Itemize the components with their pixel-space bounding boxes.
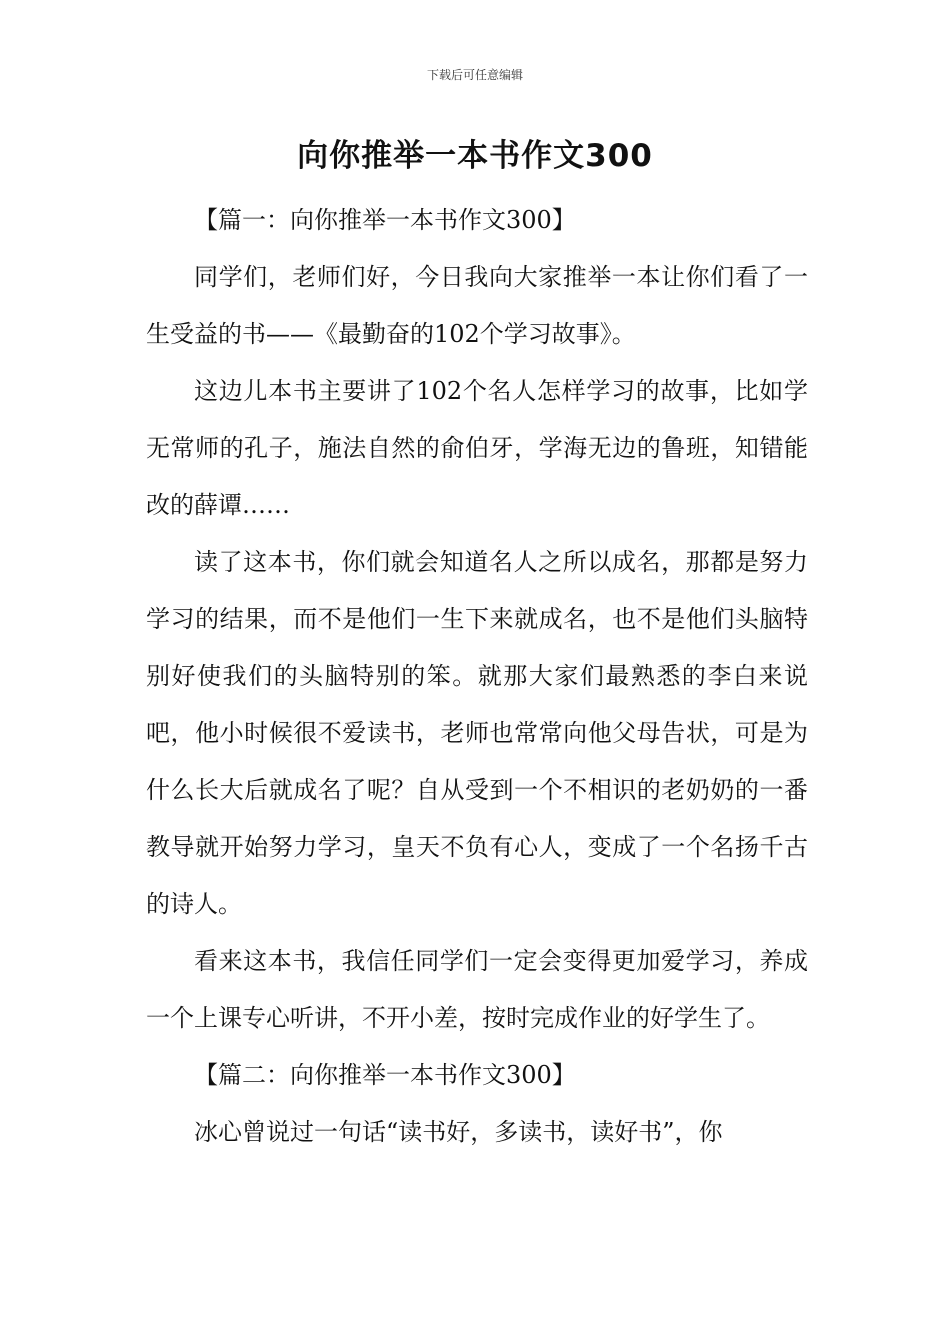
- header-note: 下载后可任意编辑: [426, 68, 523, 82]
- paragraph: 冰心曾说过一句话“读书好，多读书，读好书”，你: [194, 1118, 723, 1146]
- document-title: 向你推举一本书作文300: [297, 138, 653, 174]
- paragraph: 同学们，老师们好，今日我向大家推举一本让你们看了一生受益的书——《最勤奋的102个学习故事》。: [146, 263, 808, 348]
- document-body: [146, 192, 808, 1161]
- section-heading-2: 【篇二：向你推举一本书作文300】: [194, 1061, 576, 1089]
- paragraph: 读了这本书，你们就会知道名人之所以成名，那都是努力学习的结果，而不是他们一生下来就成名，也不是他们头脑特别好使我们的头脑特别的笨。就那大家们最熟悉的李白来说吧，他小时候很不爱读书，老师也常常向他父母告状，可是为什么长大后就成名了呢？自从受到一个不相识的老奶奶的一番教导就开始努力学习，皇天不负有心人，变成了一个名扬千古的诗人。: [146, 548, 808, 918]
- paragraph: 看来这本书，我信任同学们一定会变得更加爱学习，养成一个上课专心听讲，不开小差，按时完成作业的好学生了。: [146, 947, 808, 1032]
- section-heading-1: 【篇一：向你推举一本书作文300】: [194, 206, 576, 234]
- paragraph: 这边儿本书主要讲了102个名人怎样学习的故事，比如学无常师的孔子，施法自然的俞伯牙，学海无边的鲁班，知错能改的薛谭……: [146, 377, 808, 519]
